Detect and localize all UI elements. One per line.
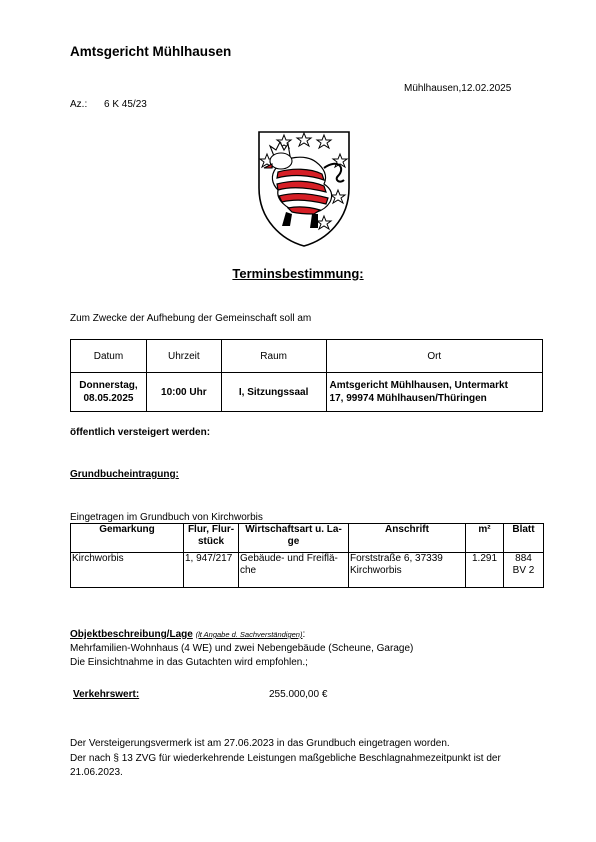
object-heading-colon: : <box>302 629 306 640</box>
appointment-table <box>70 339 543 412</box>
land-register-heading: Grundbucheintragung: <box>70 469 179 480</box>
place-date: Mühlhausen,12.02.2025 <box>404 83 512 94</box>
case-number-label: Az.: <box>70 99 88 110</box>
table-header-row <box>71 340 543 373</box>
date-value: 08.05.2025 <box>83 393 134 404</box>
header-datum: Datum <box>71 340 147 373</box>
header-wirtschaftsart-line-2: ge <box>287 536 300 547</box>
header-raum: Raum <box>221 340 326 373</box>
market-value: 255.000,00 € <box>269 689 328 700</box>
object-description-heading <box>70 629 305 640</box>
footer-note-2: Der nach § 13 ZVG für wiederkehrende Leistungen maßgebliche Beschlagnahmezeitpunkt ist der 21.06.2023. <box>70 753 501 778</box>
cell-anschrift-line-2: Kirchworbis <box>350 565 402 576</box>
object-heading-source: (lt Angabe d. Sachverständigen) <box>195 630 303 639</box>
object-description-line-2: Die Einsichtnahme in das Gutachten wird empfohlen.; <box>70 657 308 668</box>
cell-flur: 1, 947/217 <box>184 553 239 588</box>
appointment-place <box>326 373 542 412</box>
header-flur <box>184 524 239 553</box>
object-description-line-1: Mehrfamilien-Wohnhaus (4 WE) und zwei Nebengebäude (Scheune, Garage) <box>70 643 414 654</box>
cell-wirtschaftsart-line-2: che <box>240 565 257 576</box>
page-title: Terminsbestimmung: <box>232 266 364 281</box>
land-register-intro: Eingetragen im Grundbuch von Kirchworbis <box>70 512 263 523</box>
court-name: Amtsgericht Mühlhausen <box>70 44 232 59</box>
table-header-row <box>71 524 544 553</box>
header-wirtschaftsart-line-1: Wirtschaftsart u. La- <box>245 524 342 535</box>
header-wirtschaftsart <box>239 524 349 553</box>
cell-wirtschaftsart-line-1: Gebäude- und Freiflä- <box>240 553 338 564</box>
table-row <box>71 373 543 412</box>
case-number-row <box>70 99 147 110</box>
date-weekday: Donnerstag, <box>79 380 138 391</box>
cell-wirtschaftsart <box>239 553 349 588</box>
market-value-label: Verkehrswert: <box>73 689 140 700</box>
appointment-time: 10:00 Uhr <box>146 373 221 412</box>
cell-blatt-line-2: BV 2 <box>512 565 535 576</box>
appointment-room: I, Sitzungssaal <box>221 373 326 412</box>
object-heading-text: Objektbeschreibung/Lage <box>70 629 193 640</box>
cell-m2: 1.291 <box>466 553 504 588</box>
cell-anschrift-line-1: Forststraße 6, 37339 <box>350 553 443 564</box>
header-anschrift: Anschrift <box>349 524 466 553</box>
case-number-value: 6 K 45/23 <box>104 99 147 110</box>
header-uhrzeit: Uhrzeit <box>146 340 221 373</box>
footer-note-1: Der Versteigerungsvermerk ist am 27.06.2023 in das Grundbuch eingetragen worden. <box>70 738 450 749</box>
header-m2: m² <box>466 524 504 553</box>
land-register-table <box>70 523 544 588</box>
header-ort: Ort <box>326 340 542 373</box>
header-flur-line-1: Flur, Flur- <box>187 524 235 535</box>
cell-blatt <box>504 553 544 588</box>
header-flur-line-2: stück <box>197 536 225 547</box>
auction-statement: öffentlich versteigert werden: <box>70 427 211 438</box>
cell-gemarkung: Kirchworbis <box>71 553 184 588</box>
header-gemarkung: Gemarkung <box>71 524 184 553</box>
thuringia-coat-of-arms-icon <box>254 128 354 248</box>
header-blatt: Blatt <box>504 524 544 553</box>
appointment-date <box>71 373 147 412</box>
place-line-2: 17, 99974 Mühlhausen/Thüringen <box>329 393 487 404</box>
intro-text: Zum Zwecke der Aufhebung der Gemeinschaft soll am <box>70 313 312 324</box>
cell-blatt-line-1: 884 <box>515 553 532 564</box>
place-line-1: Amtsgericht Mühlhausen, Untermarkt <box>329 380 508 391</box>
table-row <box>71 553 544 588</box>
cell-anschrift <box>349 553 466 588</box>
